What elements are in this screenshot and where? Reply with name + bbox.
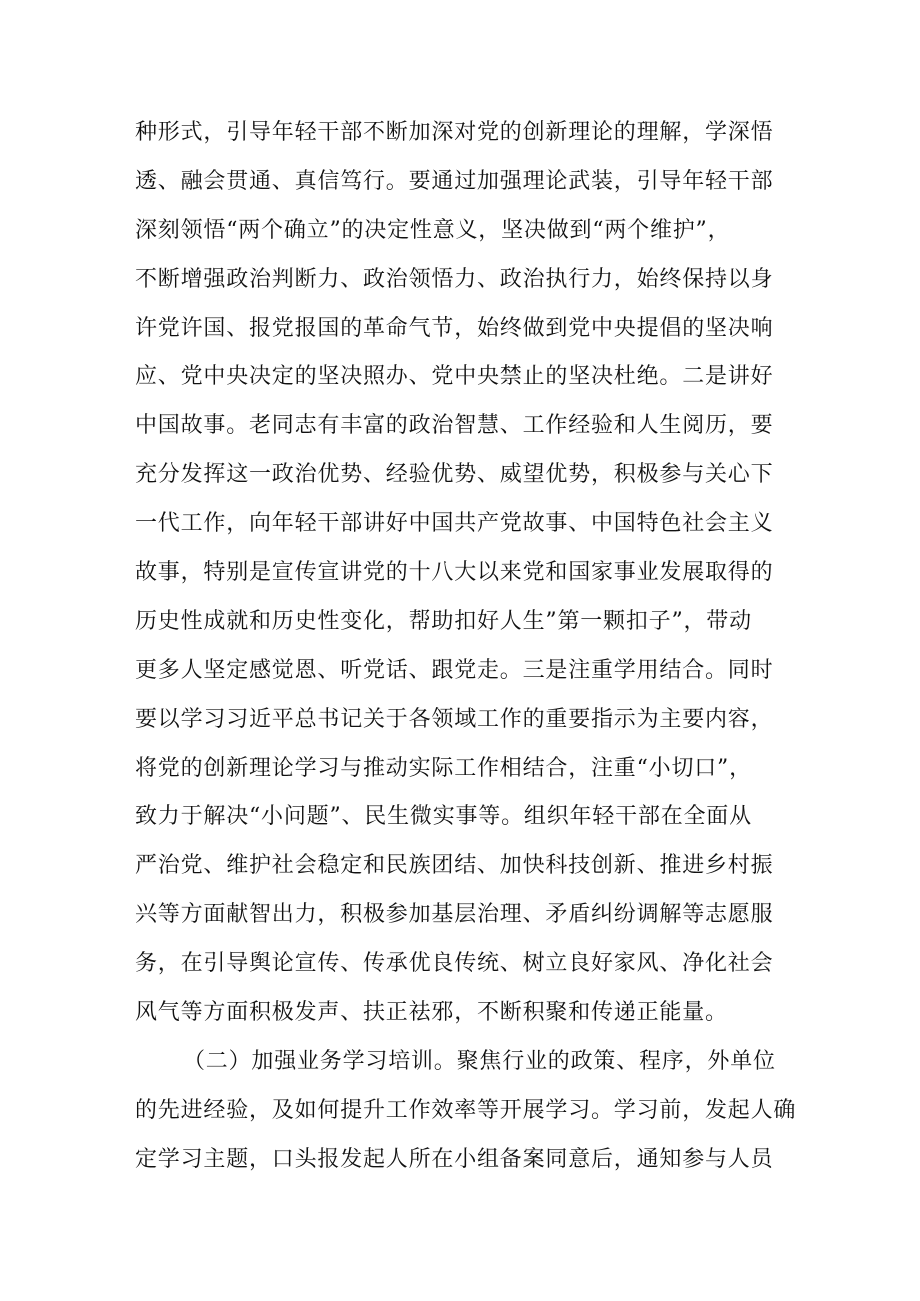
text-line: 严治党、维护社会稳定和民族团结、加快科技创新、推进乡村振 (135, 853, 774, 879)
text-line: 中国故事。老同志有丰富的政治智慧、工作经验和人生阅历，要 (135, 413, 774, 439)
text-line: 定学习主题，口头报发起人所在小组备案同意后，通知参与人员 (135, 1146, 774, 1172)
text-line: 务，在引导舆论宣传、传承优良传统、树立良好家风、净化社会 (135, 951, 774, 977)
body-text (135, 109, 795, 1185)
section-heading-line: （二）加强业务学习培训。聚焦行业的政策、程序，外单位 (183, 1048, 776, 1074)
text-line: 种形式，引导年轻干部不断加深对党的创新理论的理解，学深悟 (135, 120, 774, 145)
text-line: 将党的创新理论学习与推动实际工作相结合，注重“小切口”， (135, 755, 752, 781)
text-line: 许党许国、报党报国的革命气节，始终做到党中央提倡的坚决响 (135, 315, 774, 341)
text-line: 充分发挥这一政治优势、经验优势、威望优势，积极参与关心下 (135, 462, 774, 488)
text-line: 致力于解决“小问题”、民生微实事等。组织年轻干部在全面从 (135, 804, 752, 830)
text-line: 要以学习习近平总书记关于各领域工作的重要指示为主要内容， (135, 706, 774, 732)
text-line: 历史性成就和历史性变化，帮助扣好人生”第一颗扣子”，带动 (135, 608, 752, 634)
text-line: 不断增强政治判断力、政治领悟力、政治执行力，始终保持以身 (135, 266, 774, 292)
text-line: 兴等方面献智出力，积极参加基层治理、矛盾纠纷调解等志愿服 (135, 902, 774, 928)
text-line: 透、融会贯通、真信笃行。要通过加强理论武装，引导年轻干部 (135, 168, 774, 194)
text-line: 深刻领悟“两个确立”的决定性意义，坚决做到“两个维护”， (135, 217, 731, 243)
text-line: 故事，特别是宣传宣讲党的十八大以来党和国家事业发展取得的 (135, 560, 774, 586)
text-line: 应、党中央决定的坚决照办、党中央禁止的坚决杜绝。二是讲好 (135, 364, 774, 390)
text-line: 一代工作，向年轻干部讲好中国共产党故事、中国特色社会主义 (135, 511, 774, 537)
text-line: 的先进经验，及如何提升工作效率等开展学习。学习前，发起人确 (135, 1097, 797, 1123)
text-line: 更多人坚定感觉恩、听党话、跟党走。三是注重学用结合。同时 (135, 657, 774, 683)
text-line: 风气等方面积极发声、扶正祛邪，不断积聚和传递正能量。 (135, 1000, 728, 1026)
